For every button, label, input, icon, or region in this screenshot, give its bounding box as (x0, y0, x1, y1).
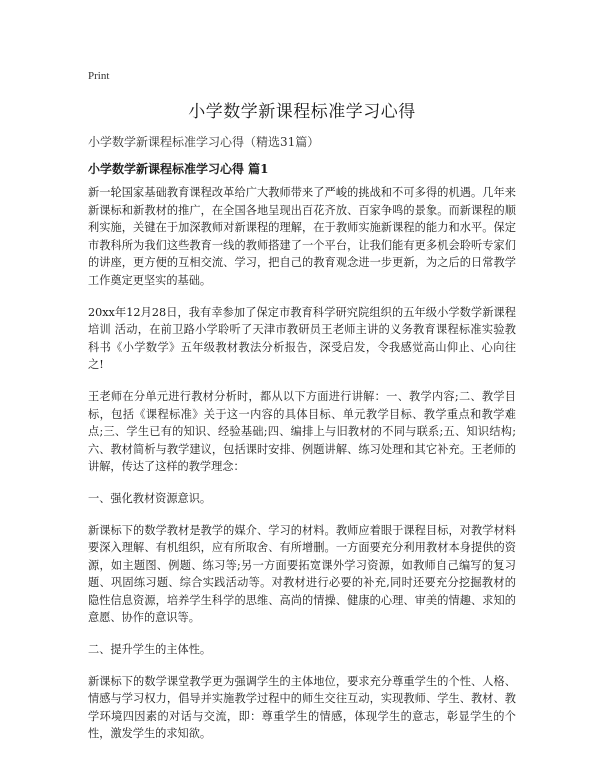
document-subtitle: 小学数学新课程标准学习心得（精选31篇） (88, 135, 320, 149)
paragraph-analysis: 王老师在分单元进行教材分析时，都从以下方面进行讲解：一、教学内容;二、教学目标，包括《课程标准》关于这一内容的具体目标、单元教学目标、教学重点和教学难点;三、学生已有的知识、经验基础;四、编排上与旧教材的不同与联系;五、知识结构;六、教材简析与教学建议，包括课时安排、例题讲解、练习处理和其它补充。王老师的讲解，传达了这样的教学理念： (88, 389, 516, 474)
page-title: 小学数学新课程标准学习心得 (188, 102, 416, 122)
point-heading-1: 一、强化教材资源意识。 (88, 491, 212, 505)
section-heading: 小学数学新课程标准学习心得 篇1 (88, 162, 269, 176)
document-body (88, 184, 516, 757)
print-link[interactable]: Print (88, 70, 110, 82)
paragraph-resources: 新课标下的数学教材是教学的媒介、学习的材料。教师应着眼于课程目标，对教学材料要深入理解、有机组织，应有所取舍、有所增删。一方面要充分利用教材本身提供的资源，如主题图、例题、练习等;另一方面要拓宽课外学习资源，如教师自己编写的复习题、巩固练习题、综合实践活动等。对教材进行必要的补充,同时还要充分挖掘教材的隐性信息资源，培养学生科学的思维、高尚的情操、健康的心理、审美的情趣、求知的意愿、协作的意识等。 (88, 523, 516, 625)
point-heading-2: 二、提升学生的主体性。 (88, 643, 212, 657)
paragraph-training: 20xx年12月28日，我有幸参加了保定市教育科学研究院组织的五年级小学数学新课程培训 活动，在前卫路小学聆听了天津市教研员王老师主讲的义务教育课程标准实验教科书《小学数学》五年级教材教法分析报告，深受启发，令我感觉高山仰止、心向往之! (88, 305, 516, 372)
paragraph-student-subject: 新课标下的数学课堂教学更为强调学生的主体地位，要求充分尊重学生的个性、人格、情感与学习权力，倡导并实施教学过程中的师生交往互动，实现教师、学生、教材、教学环境四因素的对话与交流，即：尊重学生的情感，体现学生的意志，彰显学生的个性，激发学生的求知欲。 (88, 674, 516, 741)
paragraph-intro: 新一轮国家基础教育课程改革给广大教师带来了严峻的挑战和不可多得的机遇。几年来新课标和新教材的推广，在全国各地呈现出百花齐放、百家争鸣的景象。而新课程的顺利实施，关键在于加深教师对新课程的理解，在于教师实施新课程的能力和水平。保定市教科所为我们这些教育一线的教师搭建了一个平台，让我们能有更多机会聆听专家们的讲座，更方便的互相交流、学习，把自己的教育观念进一步更新，为之后的日常教学工作奠定更坚实的基础。 (88, 186, 516, 287)
